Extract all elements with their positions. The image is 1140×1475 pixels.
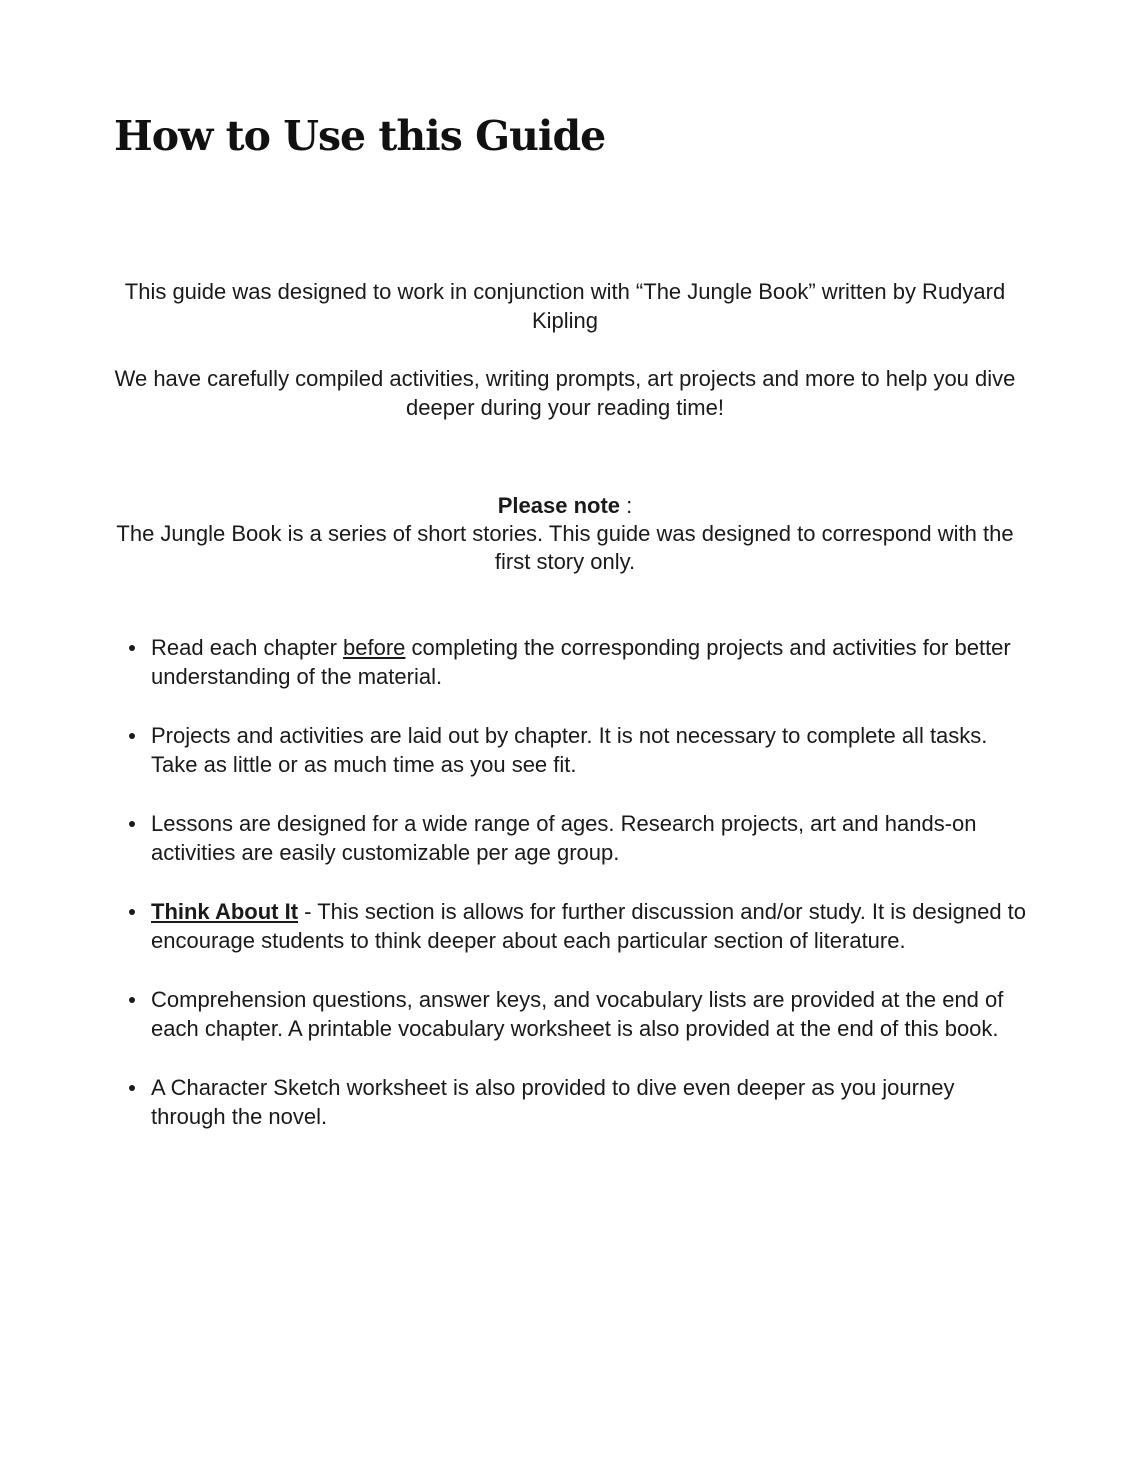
think-about-it-heading: Think About It: [151, 899, 299, 924]
list-item-character-sketch: A Character Sketch worksheet is also provided to dive even deeper as you journey through the novel.: [151, 1073, 1031, 1131]
note-text: The Jungle Book is a series of short stories. This guide was designed to correspond with the first story only.: [116, 521, 1014, 574]
list-item-think-about-it: [151, 897, 1031, 955]
list-item-read-before: [151, 633, 1031, 691]
list-item-by-chapter: Projects and activities are laid out by chapter. It is not necessary to complete all tasks. Take as little or as much time as you see fit.: [151, 721, 1031, 779]
note-label: Please note: [497, 493, 621, 518]
list-item-comprehension: Comprehension questions, answer keys, and vocabulary lists are provided at the end of each chapter. A printable vocabulary worksheet is also provided at the end of this book.: [151, 985, 1031, 1043]
list-item-suffix: completing the corresponding projects and activities for better understanding of the material.: [151, 635, 1011, 689]
list-item-suffix: - This section is allows for further discussion and/or study. It is designed to encourage students to think deeper about each particular section of literature.: [151, 899, 1027, 953]
guide-bullet-list: [151, 633, 1031, 1161]
note-colon: :: [620, 493, 633, 518]
intro-section: [100, 277, 1030, 451]
list-item-ages: Lessons are designed for a wide range of ages. Research projects, art and hands-on activities are easily customizable per age group.: [151, 809, 1031, 867]
intro-paragraph-2: We have carefully compiled activities, writing prompts, art projects and more to help you dive deeper during your reading time!: [114, 366, 1016, 420]
intro-paragraph-1: This guide was designed to work in conjunction with “The Jungle Book” written by Rudyard Kipling: [124, 279, 1006, 333]
list-item-prefix: Read each chapter: [151, 635, 344, 660]
before-emphasis: before: [343, 635, 406, 660]
note-heading: [100, 492, 1030, 520]
page-title: How to Use this Guide: [114, 112, 606, 160]
note-section: [100, 492, 1030, 576]
